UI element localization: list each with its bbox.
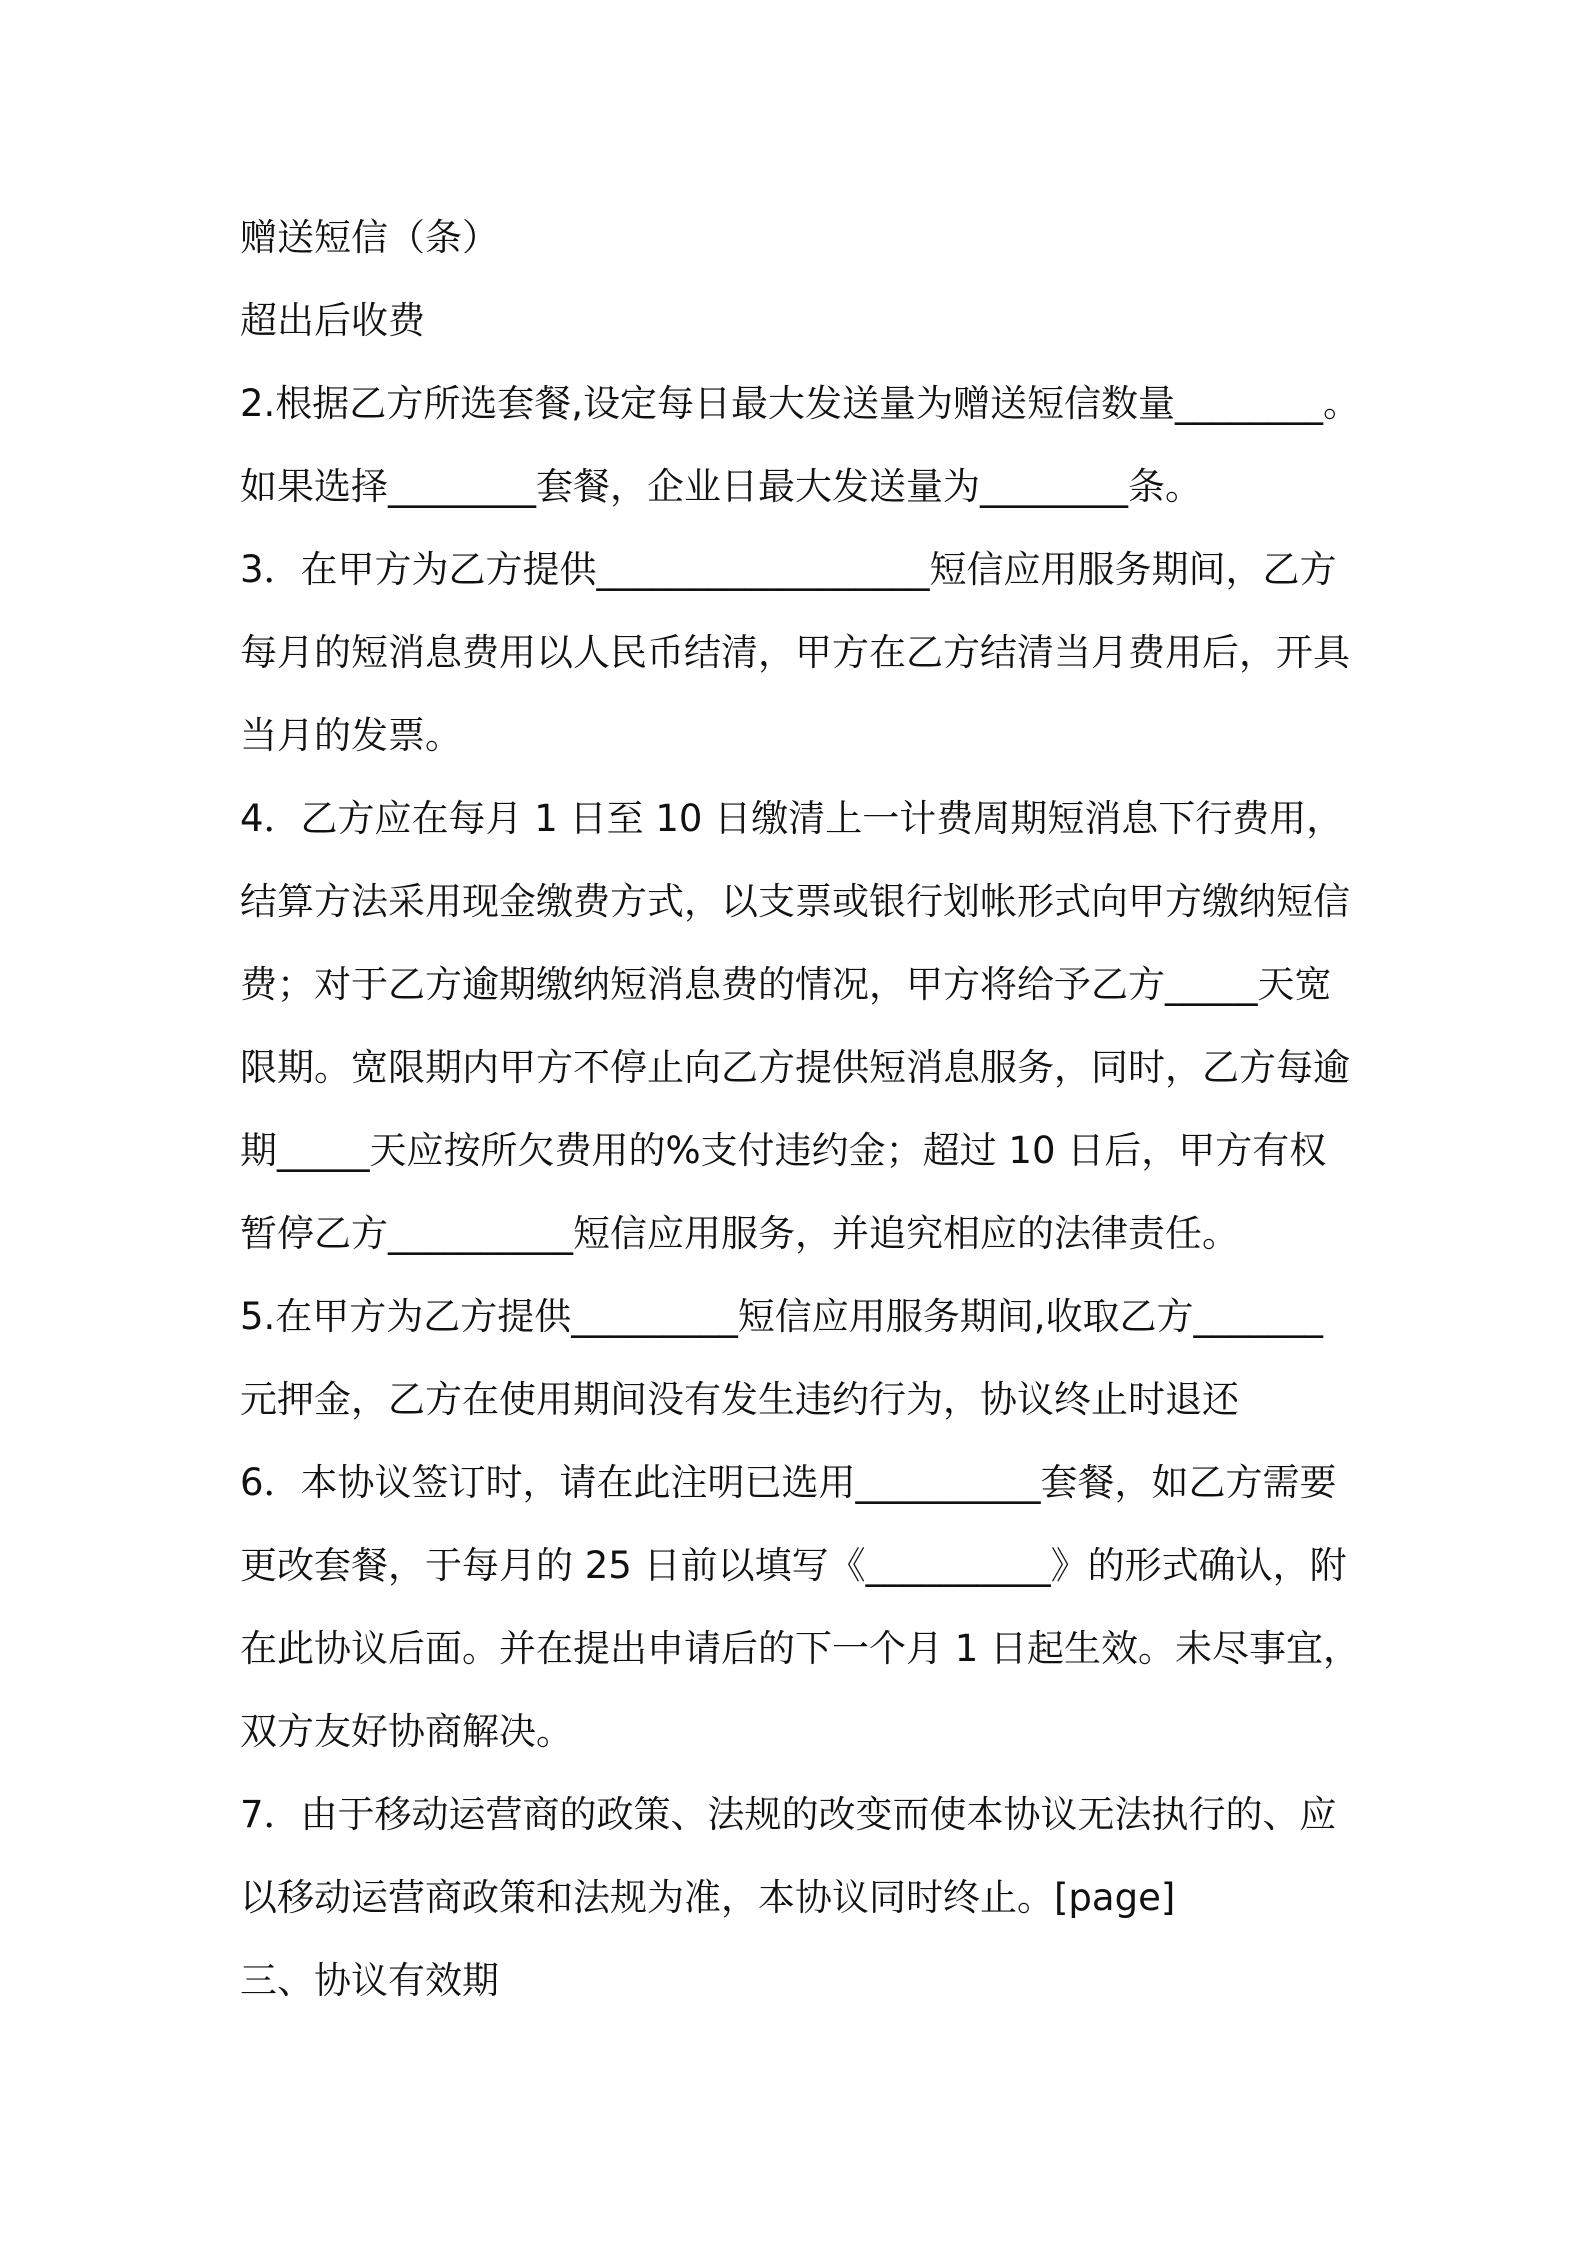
clause-4-line-3: 费；对于乙方逾期缴纳短消息费的情况，甲方将给予乙方_____天宽 — [240, 963, 1332, 1006]
clause-3-line-2: 每月的短消息费用以人民币结清，甲方在乙方结清当月费用后，开具 — [240, 631, 1350, 674]
clause-6-line-1: 6．本协议签订时，请在此注明已选用__________套餐，如乙方需要 — [240, 1461, 1337, 1504]
clause-5-line-1: 5.在甲方为乙方提供_________短信应用服务期间,收取乙方_______ — [240, 1295, 1324, 1338]
clause-3-line-1: 3．在甲方为乙方提供__________________短信应用服务期间，乙方 — [240, 548, 1337, 591]
clause-3-line-3: 当月的发票。 — [240, 714, 462, 757]
clause-6-line-4: 双方友好协商解决。 — [240, 1710, 573, 1753]
clause-4-line-5: 期_____天应按所欠费用的%支付违约金；超过 10 日后，甲方有权 — [240, 1129, 1327, 1172]
document-body — [240, 196, 1360, 2022]
clause-7-line-1: 7．由于移动运营商的政策、法规的改变而使本协议无法执行的、应 — [240, 1793, 1337, 1836]
clause-6-line-2: 更改套餐，于每月的 25 日前以填写《__________》的形式确认，附 — [240, 1544, 1347, 1587]
clause-4-line-2: 结算方法采用现金缴费方式，以支票或银行划帐形式向甲方缴纳短信 — [240, 880, 1350, 923]
text-line-overage-fee: 超出后收费 — [240, 299, 425, 342]
clause-7-line-2: 以移动运营商政策和法规为准，本协议同时终止。[page] — [240, 1876, 1176, 1919]
clause-4-line-4: 限期。宽限期内甲方不停止向乙方提供短消息服务，同时，乙方每逾 — [240, 1046, 1350, 1089]
clause-2-line-1: 2.根据乙方所选套餐,设定每日最大发送量为赠送短信数量________。 — [240, 382, 1361, 425]
clause-2-line-2: 如果选择________套餐，企业日最大发送量为________条。 — [240, 465, 1202, 508]
clause-6-line-3: 在此协议后面。并在提出申请后的下一个月 1 日起生效。未尽事宜， — [240, 1627, 1361, 1670]
text-line-gift-sms: 赠送短信（条） — [240, 216, 499, 259]
clause-5-line-2: 元押金，乙方在使用期间没有发生违约行为，协议终止时退还 — [240, 1378, 1239, 1421]
clause-4-line-6: 暂停乙方__________短信应用服务，并追究相应的法律责任。 — [240, 1212, 1239, 1255]
clause-4-line-1: 4．乙方应在每月 1 日至 10 日缴清上一计费周期短消息下行费用， — [240, 797, 1344, 840]
section-3-heading: 三、协议有效期 — [240, 1959, 499, 2002]
